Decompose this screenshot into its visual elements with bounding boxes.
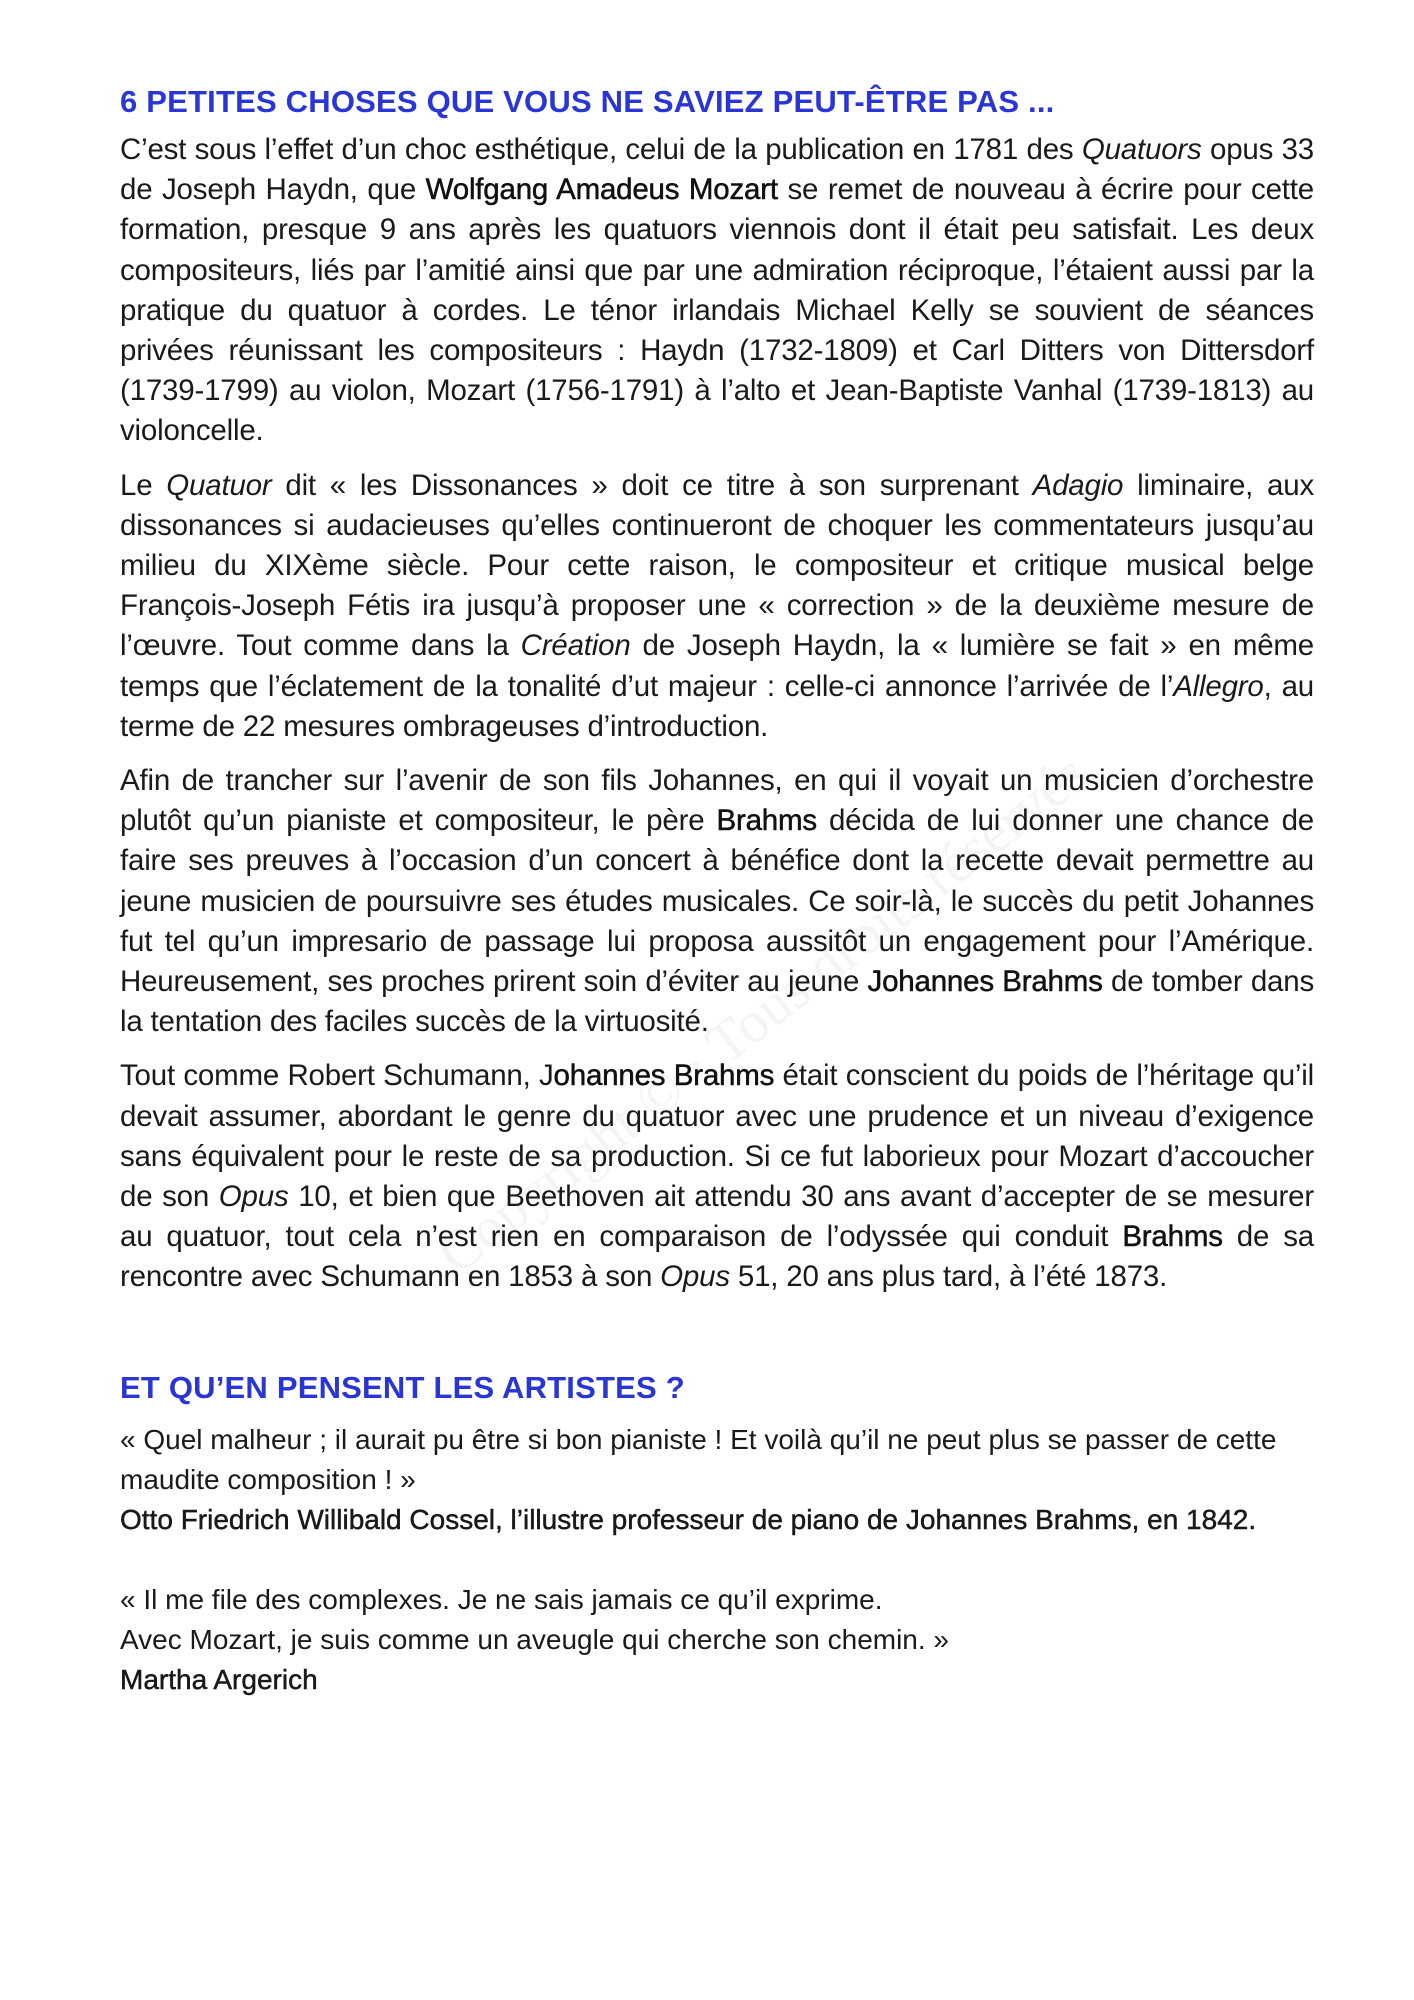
emphasis-quatuors: Quatuors	[1081, 133, 1202, 166]
emphasis-opus: Opus	[660, 1260, 730, 1294]
quote-author-argerich: Martha Argerich	[120, 1663, 318, 1695]
quote-argerich-line1: « Il me file des complexes. Je ne sais jamais ce qu’il exprime.	[120, 1583, 883, 1615]
highlight-johannes-brahms: Johannes Brahms	[867, 965, 1103, 999]
section-title-artists: ET QU’EN PENSENT LES ARTISTES ?	[120, 1369, 685, 1405]
paragraph-dissonances: Le Quatuor dit « les Dissonances » doit ce titre à son surprenant Adagio liminaire, aux dissonances si audacieuses qu’elles continueront de choquer les commentateurs jusqu’au milieu du XIXème siècle. Pour cette raison, le compositeur et critique musical belge François-Joseph Fétis ira jusqu’à proposer une « correction » de la deuxième mesure de l’œuvre. Tout comme dans la Création de Joseph Haydn, la « lumière se fait » en même temps que l’éclatement de la tonalité d’ut majeur : celle-ci annonce l’arrivée de l’Allegro, au terme de 22 mesures ombrageuses d’introduction.	[120, 468, 1315, 743]
paragraph-brahms-youth: Afin de trancher sur l’avenir de son fils Johannes, en qui il voyait un musicien d’orchestre plutôt qu’un pianiste et compositeur, le père Brahms décida de lui donner une chance de faire ses preuves à l’occasion d’un concert à bénéfice dont la recette devait permettre au jeune musicien de poursuivre ses études musicales. Ce soir-là, le succès du petit Johannes fut tel qu’un impresario de passage lui proposa aussitôt un engagement pour l’Amérique. Heureusement, ses proches prirent soin d’éviter au jeune Johannes Brahms de tomber dans la tentation des faciles succès de la virtuosité.	[120, 764, 1314, 1039]
highlight-brahms: Brahms	[1122, 1220, 1223, 1254]
spacer	[120, 1540, 1314, 1580]
document-page	[120, 82, 1314, 1700]
emphasis-opus: Opus	[218, 1180, 289, 1214]
quote-author-cossel: Otto Friedrich Willibald Cossel, l’illustre professeur de piano de Johannes Brahms, en 1842.	[120, 1503, 1257, 1535]
emphasis-adagio: Adagio	[1032, 468, 1124, 502]
paragraph-mozart-haydn: C’est sous l’effet d’un choc esthétique, celui de la publication en 1781 des Quatuors opus 33 de Joseph Haydn, que Wolfgang Amadeus Mozart se remet de nouveau à écrire pour cette formation, presque 9 ans après les quatuors viennois dont il était peu satisfait. Les deux compositeurs, liés par l’amitié ainsi que par une admiration réciproque, l’étaient aussi par la pratique du quatuor à cordes. Le ténor irlandais Michael Kelly se souvient de séances privées réunissant les compositeurs : Haydn (1732-1809) et Carl Ditters von Dittersdorf (1739-1799) au violon, Mozart (1756-1791) à l’alto et Jean-Baptiste Vanhal (1739-1813) au violoncelle.	[120, 133, 1314, 448]
highlight-mozart: Wolfgang Amadeus Mozart	[425, 173, 778, 207]
quote-cossel: « Quel malheur ; il aurait pu être si bon pianiste ! Et voilà qu’il ne peut plus se passer de cette maudite composition ! »	[120, 1423, 1277, 1495]
emphasis-allegro: Allegro	[1173, 669, 1264, 703]
highlight-johannes-brahms: ohannes Brahms	[553, 1059, 775, 1093]
emphasis-quatuor: Quatuor	[166, 468, 272, 502]
emphasis-creation: Création	[520, 629, 631, 663]
quote-argerich-line2: Avec Mozart, je suis comme un aveugle qui cherche son chemin. »	[120, 1623, 950, 1655]
highlight-brahms: Brahms	[716, 804, 817, 838]
section-title-facts: 6 PETITES CHOSES QUE VOUS NE SAVIEZ PEUT-ÊTRE PAS ...	[120, 84, 1055, 119]
paragraph-brahms-heritage: Tout comme Robert Schumann, Johannes Brahms était conscient du poids de l’héritage qu’il devait assumer, abordant le genre du quatuor avec une prudence et un niveau d’exigence sans équivalent pour le reste de sa production. Si ce fut laborieux pour Mozart d’accoucher de son Opus 10, et bien que Beethoven ait attendu 30 ans avant d’accepter de se mesurer au quatuor, tout cela n’est rien en comparaison de l’odyssée qui conduit Brahms de sa rencontre avec Schumann en 1853 à son Opus 51, 20 ans plus tard, à l’été 1873.	[120, 1059, 1314, 1294]
